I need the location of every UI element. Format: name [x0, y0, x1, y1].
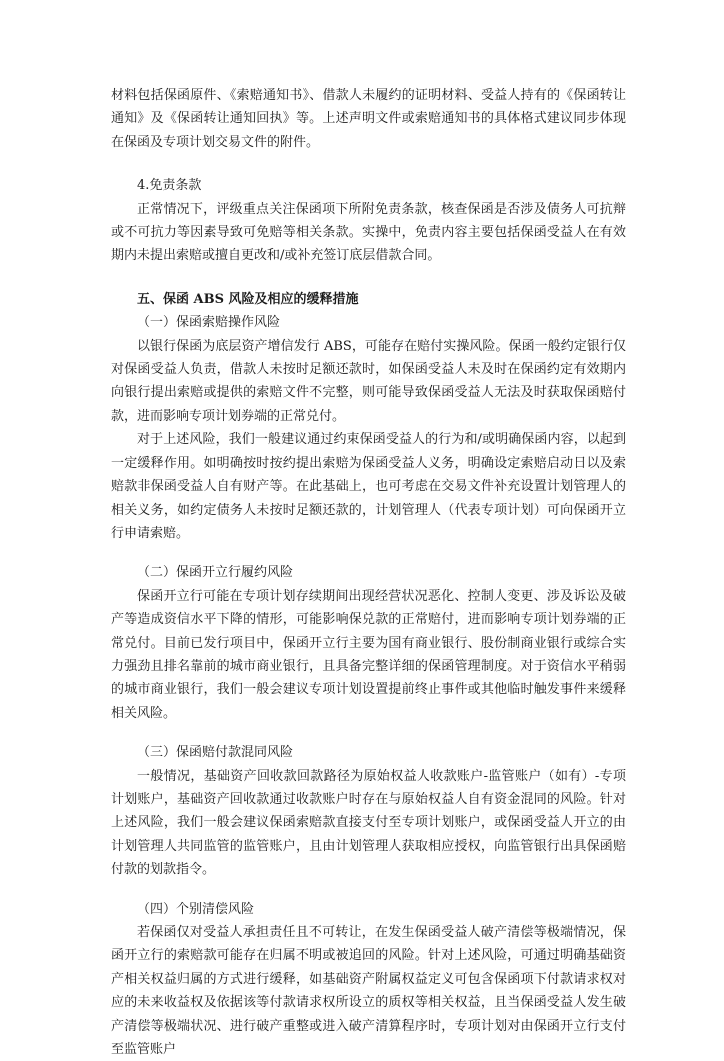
section5-title: 五、保函 ABS 风险及相应的缓释措施 [137, 291, 359, 307]
sub3-title: （三）保函赔付款混同风险 [137, 745, 294, 761]
sub1-paragraph-1: 以银行保函为底层资产增信发行 ABS，可能存在赔付实操风险。保函一般约定银行仅对保函受益人负责，借款人未按时足额还款时，如保函受益人未及时在保函约定有效期内向银行提出索赔或提供的索赔文件不完整，则可能导致保函受益人无法及时获取保函赔付款，进而影响专项计划券端的正常兑付。 [111, 338, 626, 424]
sub2-paragraph-1: 保函开立行可能在专项计划存续期间出现经营状况恶化、控制人变更、涉及诉讼及破产等造成资信水平下降的情形，可能影响保兑款的正常赔付，进而影响专项计划券端的正常兑付。目前已发行项目中，保函开立行主要为国有商业银行、股份制商业银行或综合实力强劲且排名靠前的城市商业银行，且具备完整详细的保函管理制度。对于资信水平稍弱的城市商业银行，我们一般会建议专项计划设置提前终止事件或其他临时触发事件来缓释相关风险。 [111, 588, 626, 721]
spacer [111, 882, 626, 898]
sub4-title: （四）个别清偿风险 [137, 901, 255, 917]
spacer [111, 268, 626, 288]
spacer [111, 545, 626, 561]
item4-title: 4.免责条款 [137, 178, 202, 194]
sub2-title: （二）保函开立行履约风险 [137, 565, 294, 581]
sub1-title: （一）保函索赔操作风险 [137, 315, 281, 331]
sub1-paragraph-2: 对于上述风险，我们一般建议通过约束保函受益人的行为和/或明确保函内容，以起到一定缓释作用。如明确按时按约提出索赔为保函受益人义务，明确设定索赔启动日以及索赔款非保函受益人自有财产等。在此基础上，也可考虑在交易文件补充设置计划管理人的相关义务，如约定债务人未按时足额还款的，计划管理人（代表专项计划）可向保函开立行申请索赔。 [111, 432, 626, 541]
paragraph-top: 材料包括保函原件、《索赔通知书》、借款人未履约的证明材料、受益人持有的《保函转让通知》及《保函转让通知回执》等。上述声明文件或索赔通知书的具体格式建议同步体现在保函及专项计划交易文件的附件。 [111, 88, 626, 150]
document-page [111, 84, 626, 1061]
sub3-paragraph-1: 一般情况，基础资产回收款回款路径为原始权益人收款账户-监管账户（如有）-专项计划账户，基础资产回收款通过收款账户时存在与原始权益人自有资金混同的风险。针对上述风险，我们一般会建议保函索赔款直接支付至专项计划账户，或保函受益人开立的由计划管理人共同监管的监管账户，且由计划管理人获取相应授权，向监管银行出具保函赔付款的划款指令。 [111, 768, 626, 878]
sub4-paragraph-1: 若保函仅对受益人承担责任且不可转让，在发生保函受益人破产清偿等极端情况，保函开立行的索赔款可能存在归属不明或被追回的风险。针对上述风险，可通过明确基础资产相关权益归属的方式进行缓释，如基础资产附属权益定义可包含保函项下付款请求权对应的未来收益权及依据该等付款请求权所设立的质权等相关权益，且当保函受益人发生破产清偿等极端状况、进行破产重整或进入破产清算程序时，专项计划对由保函开立行支付至监管账户 [111, 925, 626, 1058]
spacer [111, 154, 626, 174]
spacer [111, 725, 626, 741]
item4-body: 正常情况下，评级重点关注保函项下所附免责条款，核查保函是否涉及债务人可抗辩或不可抗力等因素导致可免赔等相关条款。实操中，免责内容主要包括保函受益人在有效期内未提出索赔或擅自更改和/或补充签订底层借款合同。 [111, 201, 626, 264]
